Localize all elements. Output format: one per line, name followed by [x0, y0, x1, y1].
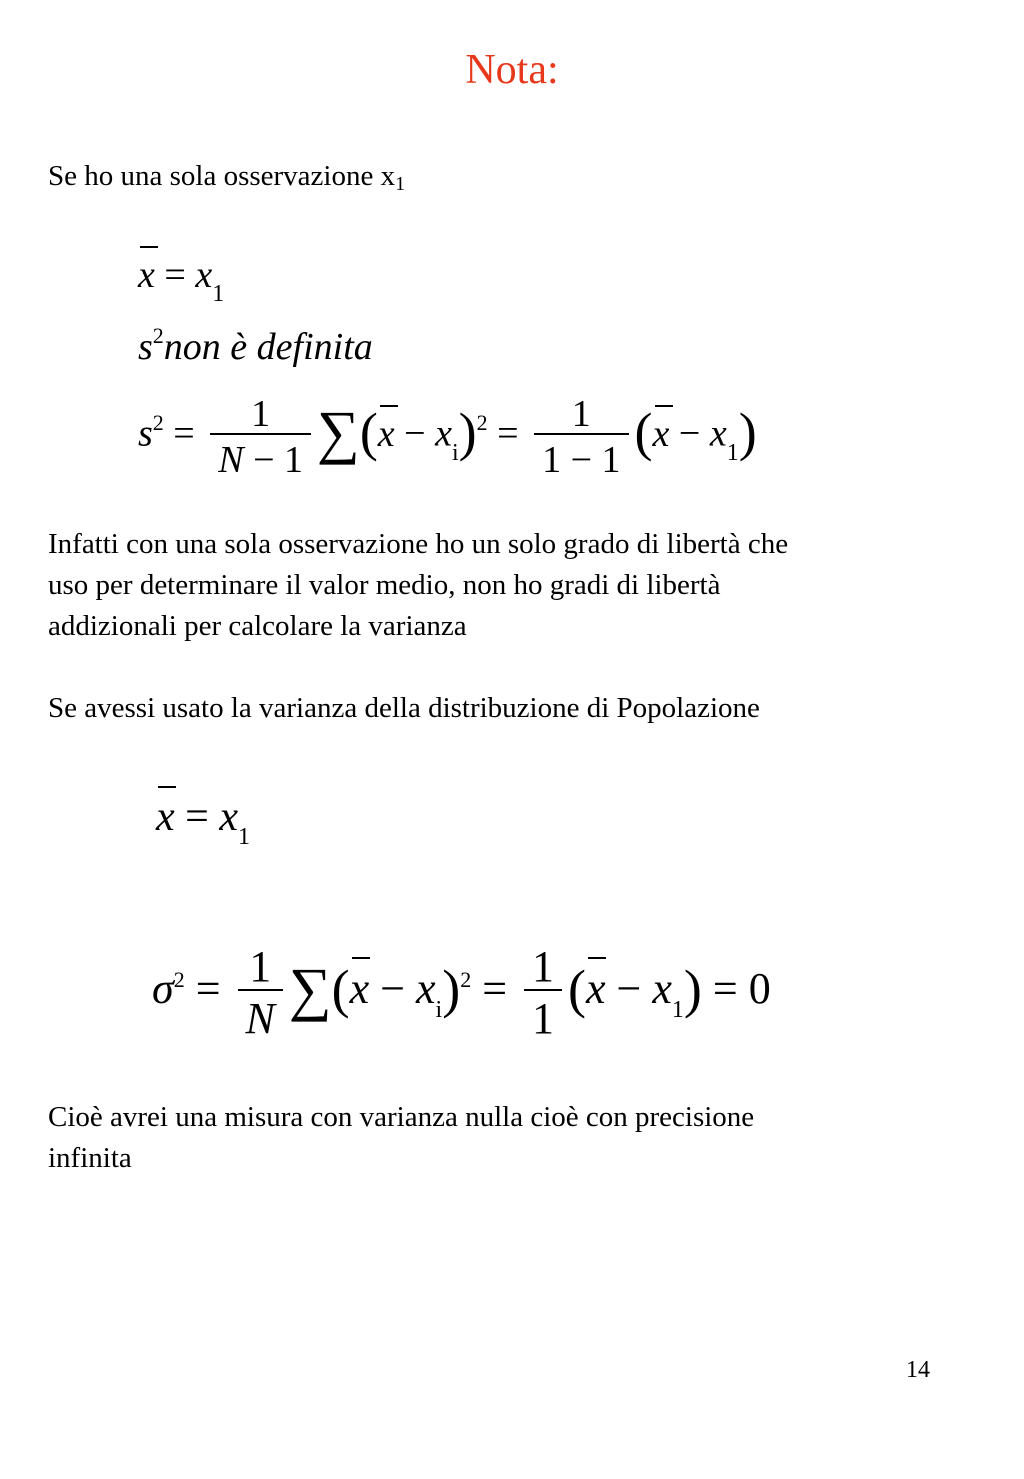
paragraph3-line-1: Cioè avrei una misura con varianza nulla cioè con precisione — [48, 1101, 755, 1133]
page-number: 14 — [906, 1357, 930, 1383]
intro-text: Se ho una sola osservazione x — [48, 160, 396, 192]
equation-variance-undefined: $s^2non$ è definita — [138, 323, 373, 368]
paragraph3-line-2: infinita — [48, 1142, 132, 1174]
fraction-1-over-1-minus-1: $\frac{1}{1 - 1}$ — [534, 395, 628, 479]
equation-population-variance: $\sigma^2$ = $\frac{1}{N}$ $\sum(x - x_i)^2$ = $\frac{1}{1}$ $(x - x_1) = 0$ — [152, 942, 771, 1043]
paragraph1-line-3: addizionali per calcolare la varianza — [48, 610, 467, 642]
paragraph-population: Se avessi usato la varianza della distribuzione di Popolazione — [48, 692, 760, 724]
paragraph-conclusion — [48, 1097, 754, 1179]
intro-line — [48, 156, 405, 197]
not-defined-text: non è definita — [163, 326, 373, 368]
fraction-1-over-n: $\frac{1}{N}$ — [238, 945, 283, 1041]
equation-sample-variance: $s^2$ = $\frac{1}{N - 1}$ $\sum(x - x_i)^2$ = $\frac{1}{1 - 1}$ $(x - x_1)$ — [138, 393, 757, 481]
equation-mean: $x = x_1$ — [138, 254, 225, 307]
intro-subscript: 1 — [395, 173, 406, 195]
paragraph1-line-2: uso per determinare il valor medio, non ho gradi di libertà — [48, 569, 721, 601]
paragraph1-line-1: Infatti con una sola osservazione ho un solo grado di libertà che — [48, 528, 789, 560]
fraction-1-over-n-minus-1: $\frac{1}{N - 1}$ — [210, 395, 311, 479]
fraction-1-over-1: $\frac{1}{1}$ — [524, 945, 562, 1041]
equation-mean-2: $x = x_1$ — [156, 794, 250, 850]
slide-title: Nota: — [465, 47, 559, 93]
paragraph-degrees-of-freedom — [48, 524, 788, 647]
